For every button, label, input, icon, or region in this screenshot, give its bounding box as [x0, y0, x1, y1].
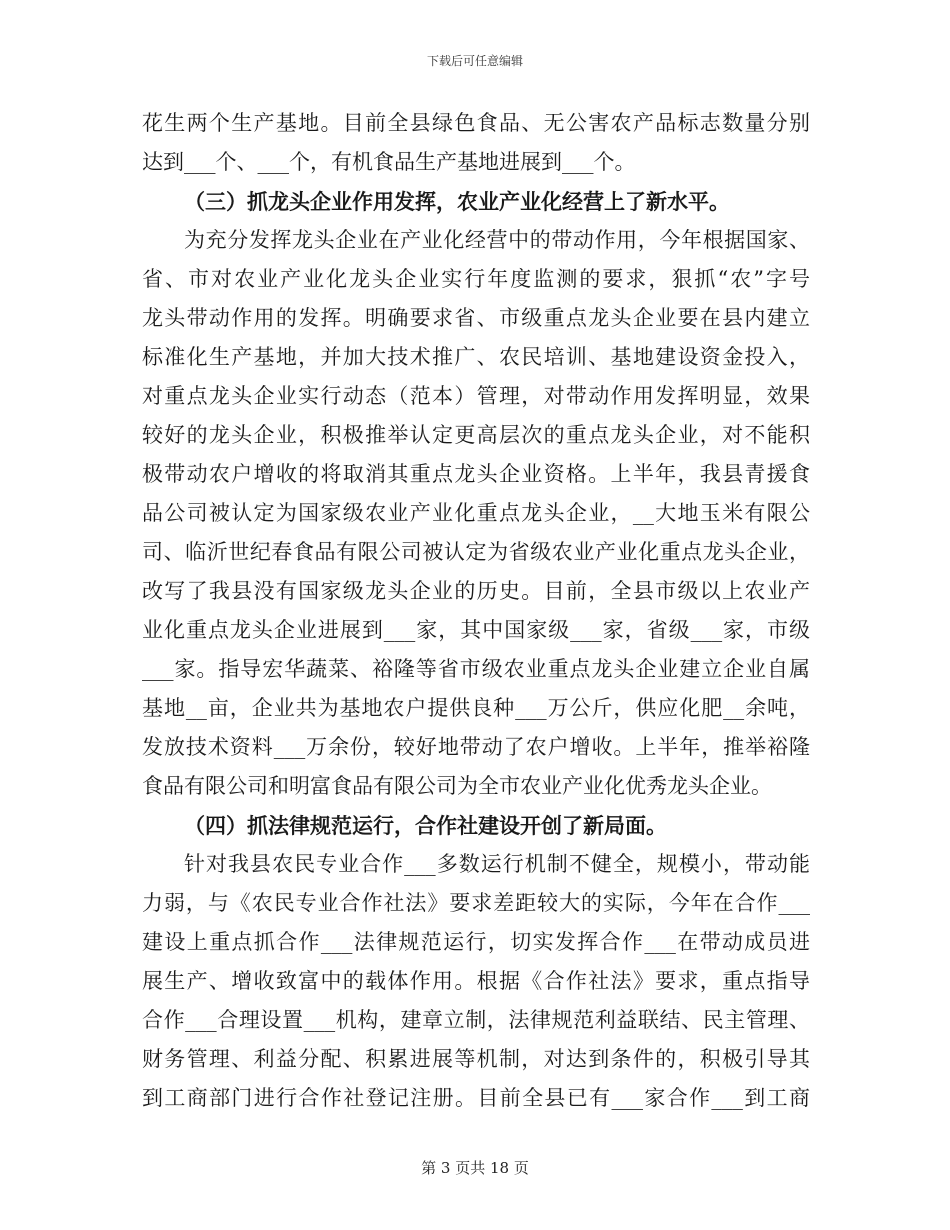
page-header: 下载后可任意编辑	[426, 54, 523, 68]
text-line: 较好的龙头企业，积极推举认定更高层次的重点龙头企业，对不能积	[142, 423, 810, 447]
text-line: 为充分发挥龙头企业在产业化经营中的带动作用，今年根据国家、	[184, 228, 810, 252]
text-line: 到工商部门进行合作社登记注册。目前全县已有___家合作___到工商	[142, 1086, 810, 1110]
text-line: 针对我县农民专业合作___多数运行机制不健全，规模小，带动能	[184, 852, 810, 876]
document-body	[142, 104, 810, 1118]
section-heading: （三）抓龙头企业作用发挥，农业产业化经营上了新水平。	[184, 189, 730, 214]
text-line: 建设上重点抓合作___法律规范运行，切实发挥合作___在带动成员进	[142, 930, 810, 954]
text-line: 基地__亩，企业共为基地农户提供良种___万公斤，供应化肥__余吨，	[142, 696, 810, 720]
text-line: 展生产、增收致富中的载体作用。根据《合作社法》要求，重点指导	[142, 969, 810, 993]
text-line: 合作___合理设置___机构，建章立制，法律规范利益联结、民主管理、	[142, 1008, 810, 1032]
text-line: 力弱，与《农民专业合作社法》要求差距较大的实际，今年在合作___	[142, 891, 810, 915]
text-line: 花生两个生产基地。目前全县绿色食品、无公害农产品标志数量分别	[142, 111, 810, 135]
text-line: 龙头带动作用的发挥。明确要求省、市级重点龙头企业要在县内建立	[142, 306, 810, 330]
text-line: 达到___个、___个，有机食品生产基地进展到___个。	[142, 150, 636, 174]
text-line: ___家。指导宏华蔬菜、裕隆等省市级农业重点龙头企业建立企业自属	[142, 657, 810, 681]
page-number-footer: 第 3 页共 18 页	[421, 1159, 529, 1177]
text-line: 食品有限公司和明富食品有限公司为全市农业产业化优秀龙头企业。	[142, 774, 772, 798]
text-line: 标准化生产基地，并加大技术推广、农民培训、基地建设资金投入，	[142, 345, 810, 369]
text-line: 极带动农户增收的将取消其重点龙头企业资格。上半年，我县青援食	[142, 462, 810, 486]
text-line: 省、市对农业产业化龙头企业实行年度监测的要求，狠抓“农”字号	[142, 267, 810, 291]
text-line: 财务管理、利益分配、积累进展等机制，对达到条件的，积极引导其	[142, 1047, 810, 1071]
text-line: 对重点龙头企业实行动态（范本）管理，对带动作用发挥明显，效果	[142, 384, 810, 408]
text-line: 改写了我县没有国家级龙头企业的历史。目前，全县市级以上农业产	[142, 579, 810, 603]
section-heading: （四）抓法律规范运行，合作社建设开创了新局面。	[184, 813, 667, 838]
text-line: 发放技术资料___万余份，较好地带动了农户增收。上半年，推举裕隆	[142, 735, 810, 759]
text-line: 品公司被认定为国家级农业产业化重点龙头企业，__大地玉米有限公	[142, 501, 810, 525]
text-line: 司、临沂世纪春食品有限公司被认定为省级农业产业化重点龙头企业，	[142, 540, 810, 564]
text-line: 业化重点龙头企业进展到___家，其中国家级___家，省级___家，市级	[142, 618, 810, 642]
